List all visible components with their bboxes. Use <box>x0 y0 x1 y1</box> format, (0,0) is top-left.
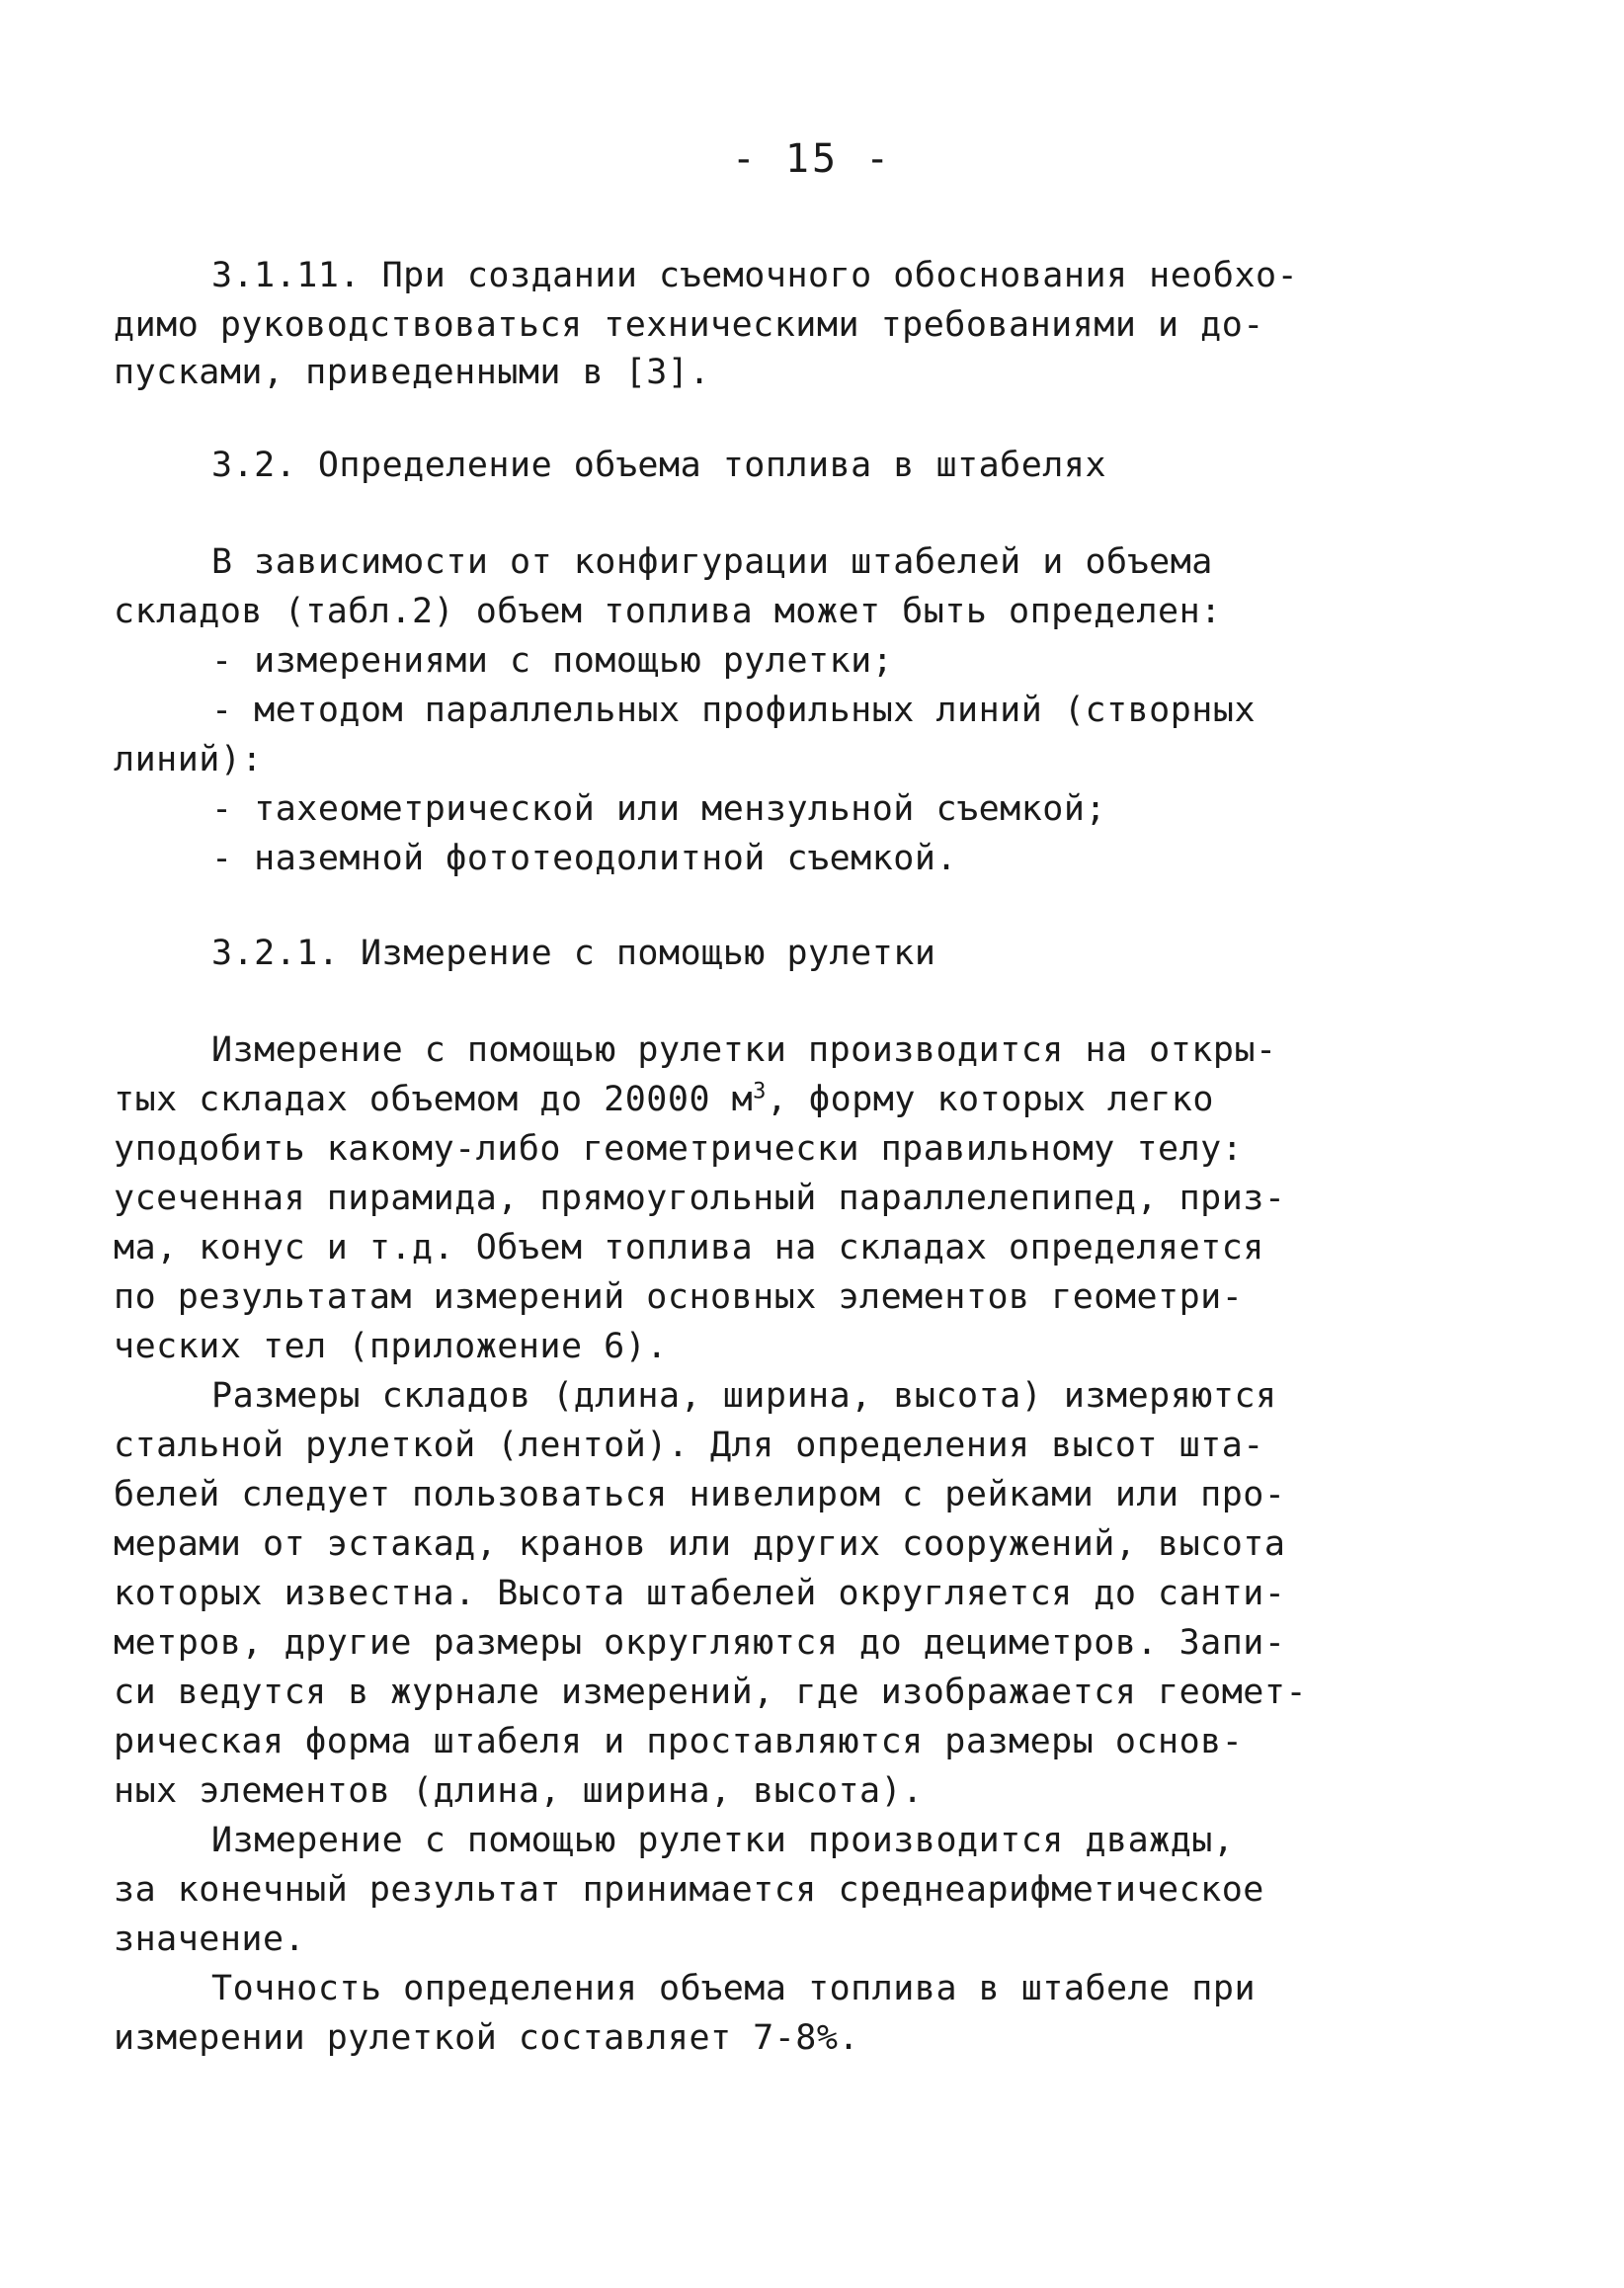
paragraph-2-line: си ведутся в журнале измерений, где изображается геомет- <box>114 1673 1308 1712</box>
paragraph-1-line: Измерение с помощью рулетки производится на откры- <box>211 1030 1277 1070</box>
section-3-1-11-line-1: 3.1.11. При создании съемочного обоснования необхо- <box>211 256 1299 295</box>
section-3-1-11-line-2: димо руководствоваться техническими требованиями и до- <box>114 305 1264 345</box>
section-3-2-intro-line-1: В зависимости от конфигурации штабелей и объема <box>211 542 1213 582</box>
paragraph-4-line: измерении рулеткой составляет 7-8%. <box>114 2018 860 2058</box>
page-number: - 15 - <box>731 136 893 182</box>
list-item-continuation: линий): <box>114 740 264 779</box>
paragraph-2-line: стальной рулеткой (лентой). Для определения высот шта- <box>114 1426 1264 1465</box>
paragraph-3-line: за конечный результат принимается среднеарифметическое <box>114 1870 1264 1910</box>
paragraph-2-line: ных элементов (длина, ширина, высота). <box>114 1771 924 1811</box>
superscript-3: 3 <box>753 1079 767 1104</box>
volume-text-tail: , форму которых легко <box>766 1080 1214 1119</box>
paragraph-2-line: белей следует пользоваться нивелиром с рейками или про- <box>114 1475 1286 1514</box>
list-item: - наземной фототеодолитной съемкой. <box>211 839 958 878</box>
list-item: - тахеометрической или мензульной съемкой; <box>211 789 1107 829</box>
volume-text: тых складах объемом до 20000 м <box>114 1080 754 1119</box>
paragraph-2-line: Размеры складов (длина, ширина, высота) измеряются <box>211 1376 1277 1416</box>
paragraph-3-line: значение. <box>114 1920 306 1959</box>
section-3-2-1-heading: 3.2.1. Измерение с помощью рулетки <box>211 934 936 973</box>
section-3-2-heading: 3.2. Определение объема топлива в штабелях <box>211 446 1107 485</box>
paragraph-2-line: метров, другие размеры округляются до дециметров. Запи- <box>114 1623 1286 1663</box>
paragraph-1-line: ческих тел (приложение 6). <box>114 1327 668 1366</box>
paragraph-2-line: которых известна. Высота штабелей округляется до санти- <box>114 1574 1286 1613</box>
paragraph-1-line: уподобить какому-либо геометрически правильному телу: <box>114 1129 1244 1169</box>
paragraph-2-line: рическая форма штабеля и проставляются размеры основ- <box>114 1722 1244 1761</box>
list-item: - методом параллельных профильных линий (створных <box>211 691 1257 730</box>
paragraph-1-line: ма, конус и т.д. Объем топлива на складах определяется <box>114 1228 1264 1267</box>
paragraph-1-line <box>114 1077 1398 1122</box>
paragraph-2-line: мерами от эстакад, кранов или других сооружений, высота <box>114 1524 1286 1564</box>
list-item: - измерениями с помощью рулетки; <box>211 641 894 681</box>
paragraph-1-line: усеченная пирамида, прямоугольный параллелепипед, приз- <box>114 1179 1286 1218</box>
paragraph-1-line: по результатам измерений основных элементов геометри- <box>114 1277 1244 1317</box>
paragraph-3-line: Измерение с помощью рулетки производится дважды, <box>211 1821 1235 1860</box>
section-3-1-11-line-3: пусками, приведенными в [3]. <box>114 353 711 392</box>
paragraph-4-line: Точность определения объема топлива в штабеле при <box>211 1969 1257 2008</box>
section-3-2-intro-line-2: складов (табл.2) объем топлива может быть определен: <box>114 592 1222 631</box>
